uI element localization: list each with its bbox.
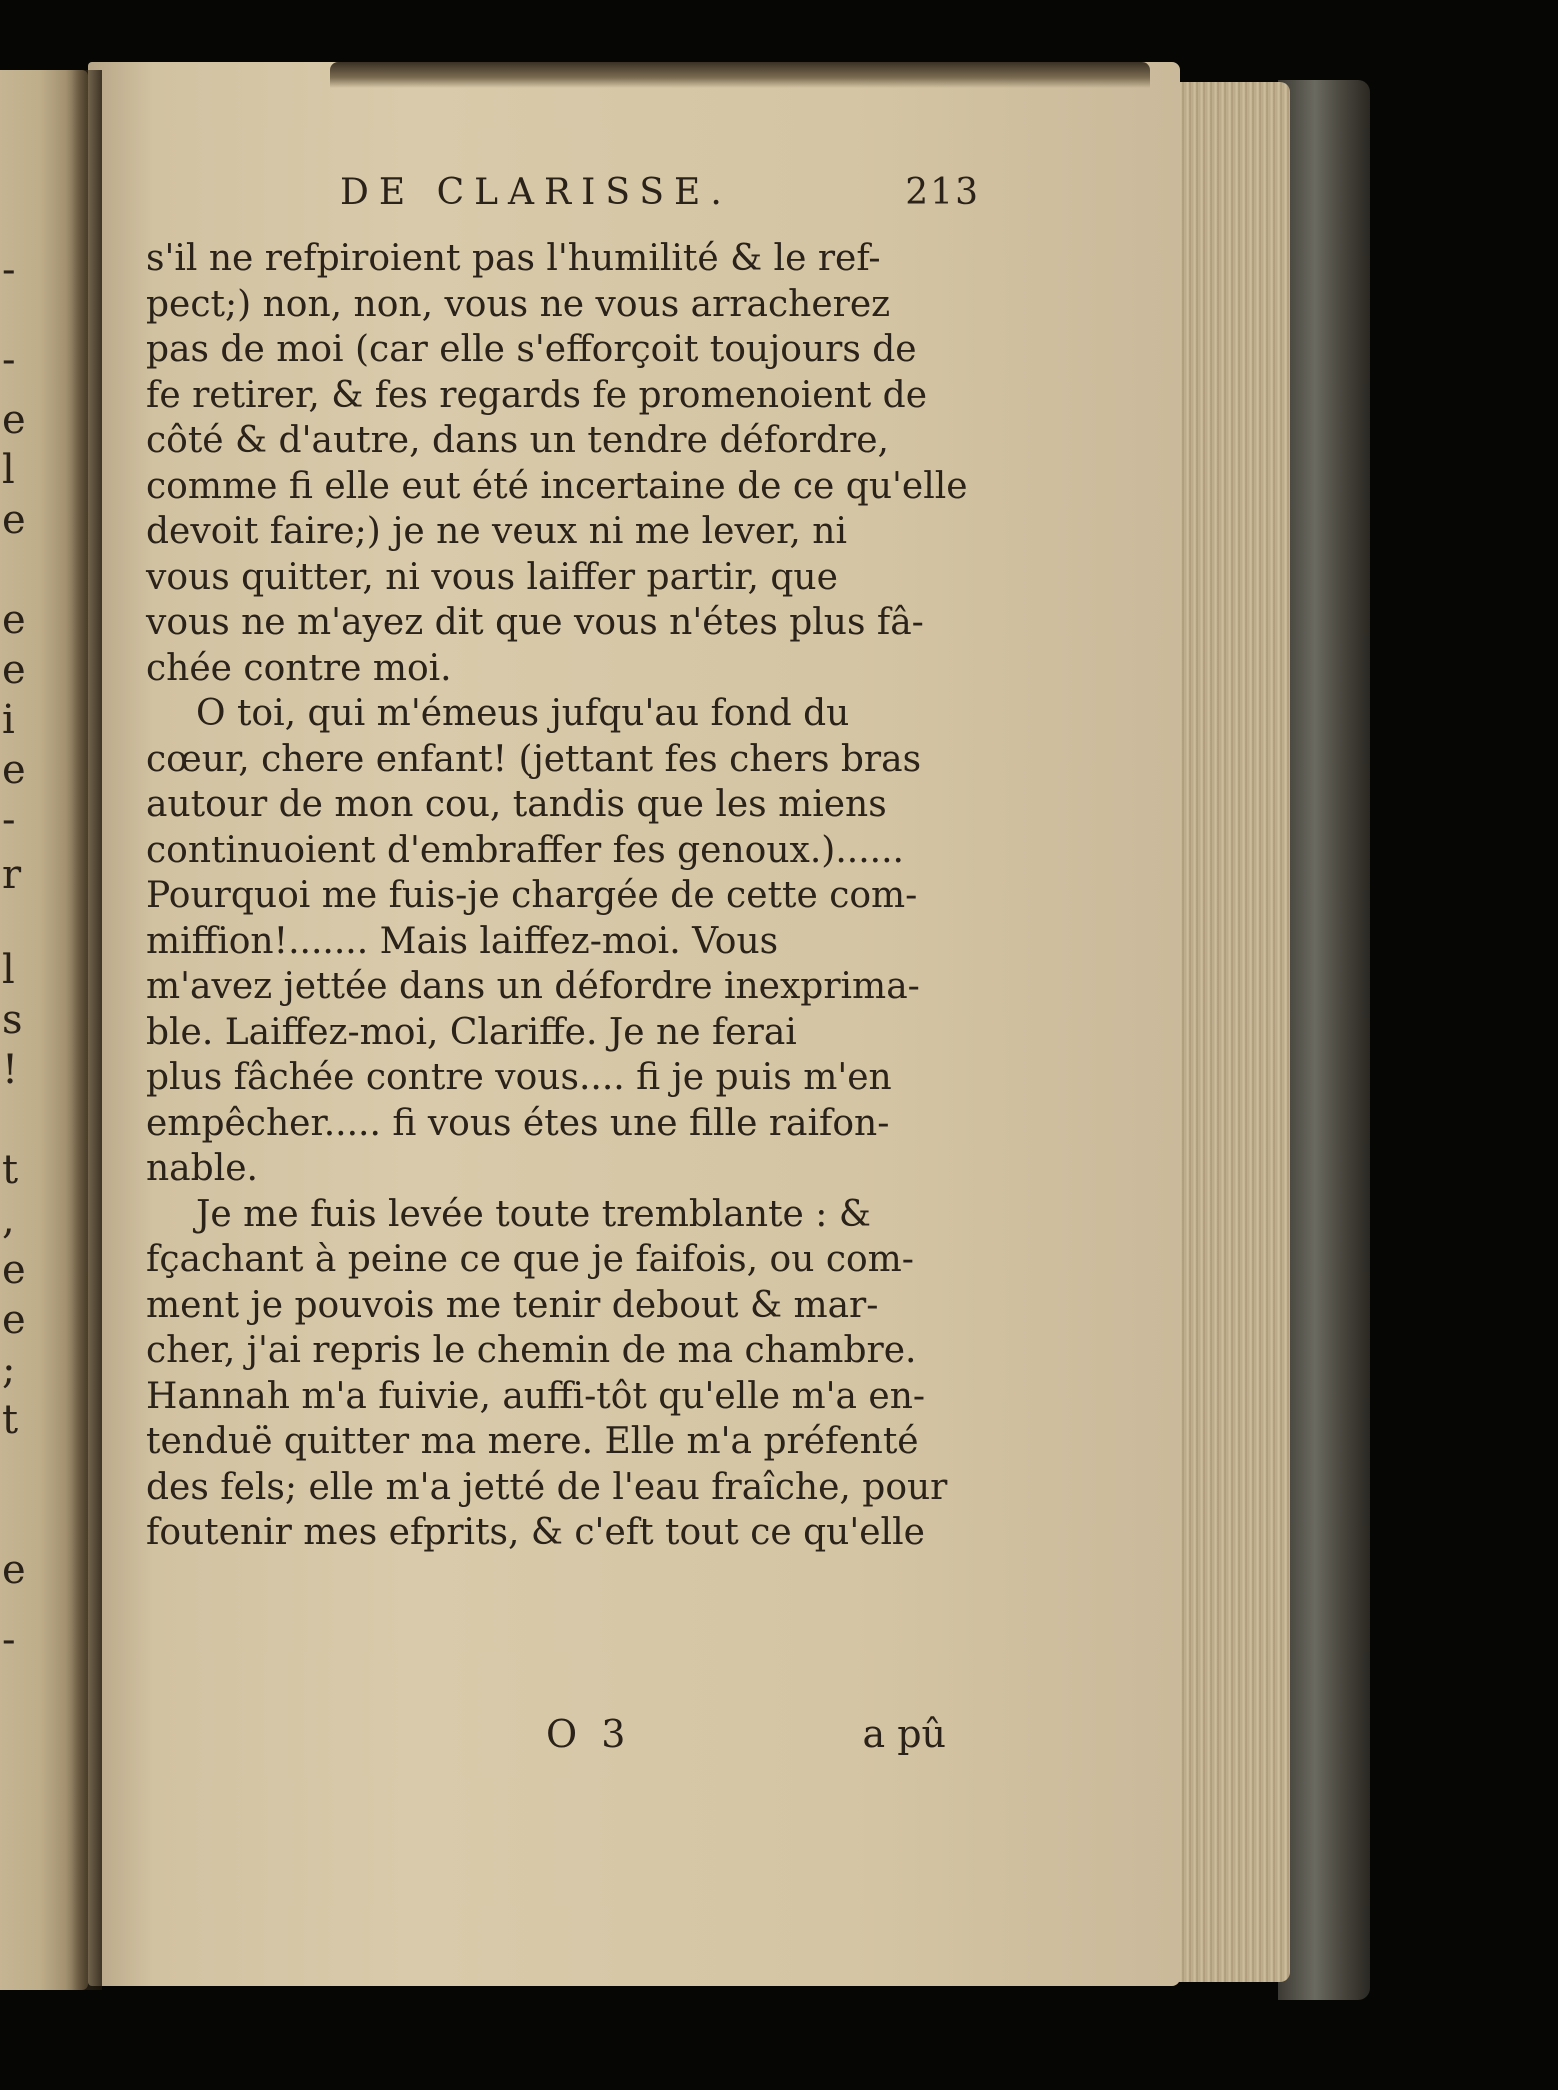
book-cover-edge [1278,80,1370,2000]
text-line: des fels; elle m'a jetté de l'eau fraîche, pour [146,1466,948,1508]
text-line: fçachant à peine ce que je faifois, ou com- [146,1239,914,1280]
text-line: miffion!....... Mais laiffez-moi. Vous [146,920,779,962]
text-line: côté & d'autre, dans un tendre défordre, [146,420,889,461]
text-line: devoit faire;) je ne veux ni me lever, ni [146,511,847,552]
text-line: fe retirer, & fes regards fe promenoient de [146,374,928,416]
text-line: comme fi elle eut été incertaine de ce qu'elle [146,465,968,507]
text-line: chée contre moi. [146,647,452,689]
text-line: autour de mon cou, tandis que les miens [146,784,887,825]
text-line: ment je pouvois me tenir debout & mar- [146,1284,879,1326]
catchword: a pû [862,1712,946,1756]
running-head: DE CLARISSE. [340,172,732,213]
text-line: empêcher..... fi vous étes une fille raifon- [146,1102,890,1144]
body-text [146,236,976,1556]
text-line: foutenir mes efprits, & c'eft tout ce qu'elle [146,1512,925,1553]
text-line: continuoient d'embraffer fes genoux.)...... [146,829,904,871]
text-line: vous quitter, ni vous laiffer partir, que [146,556,838,598]
text-line: cœur, chere enfant! (jettant fes chers bras [146,738,922,780]
page-footer [146,1712,976,1772]
text-line: nable. [146,1148,258,1189]
text-line: m'avez jettée dans un défordre inexprima- [146,966,920,1007]
text-line: pect;) non, non, vous ne vous arracherez [146,283,891,325]
book-gutter [66,70,102,1990]
text-line: plus fâchée contre vous.... fi je puis m'en [146,1057,892,1098]
text-line: pas de moi (car elle s'efforçoit toujours de [146,329,917,370]
text-line: Je me fuis levée toute tremblante : & [196,1193,871,1235]
text-line: vous ne m'ayez dit que vous n'étes plus fâ- [146,602,924,643]
text-line: tenduë quitter ma mere. Elle m'a préfenté [146,1421,919,1462]
page-number: 213 [905,172,980,213]
text-line: O toi, qui m'émeus jufqu'au fond du [196,693,850,734]
signature-mark: O 3 [546,1712,632,1756]
text-line: ble. Laiffez-moi, Clariffe. Je ne ferai [146,1011,797,1053]
text-line: Pourquoi me fuis-je chargée de cette com- [146,875,918,916]
text-line: s'il ne refpiroient pas l'humilité & le ref- [146,238,881,279]
text-line: cher, j'ai repris le chemin de ma chambre. [146,1330,917,1371]
text-line: Hannah m'a fuivie, auffi-tôt qu'elle m'a en- [146,1375,926,1417]
page-header [340,162,980,232]
page-top-edge [330,62,1150,88]
